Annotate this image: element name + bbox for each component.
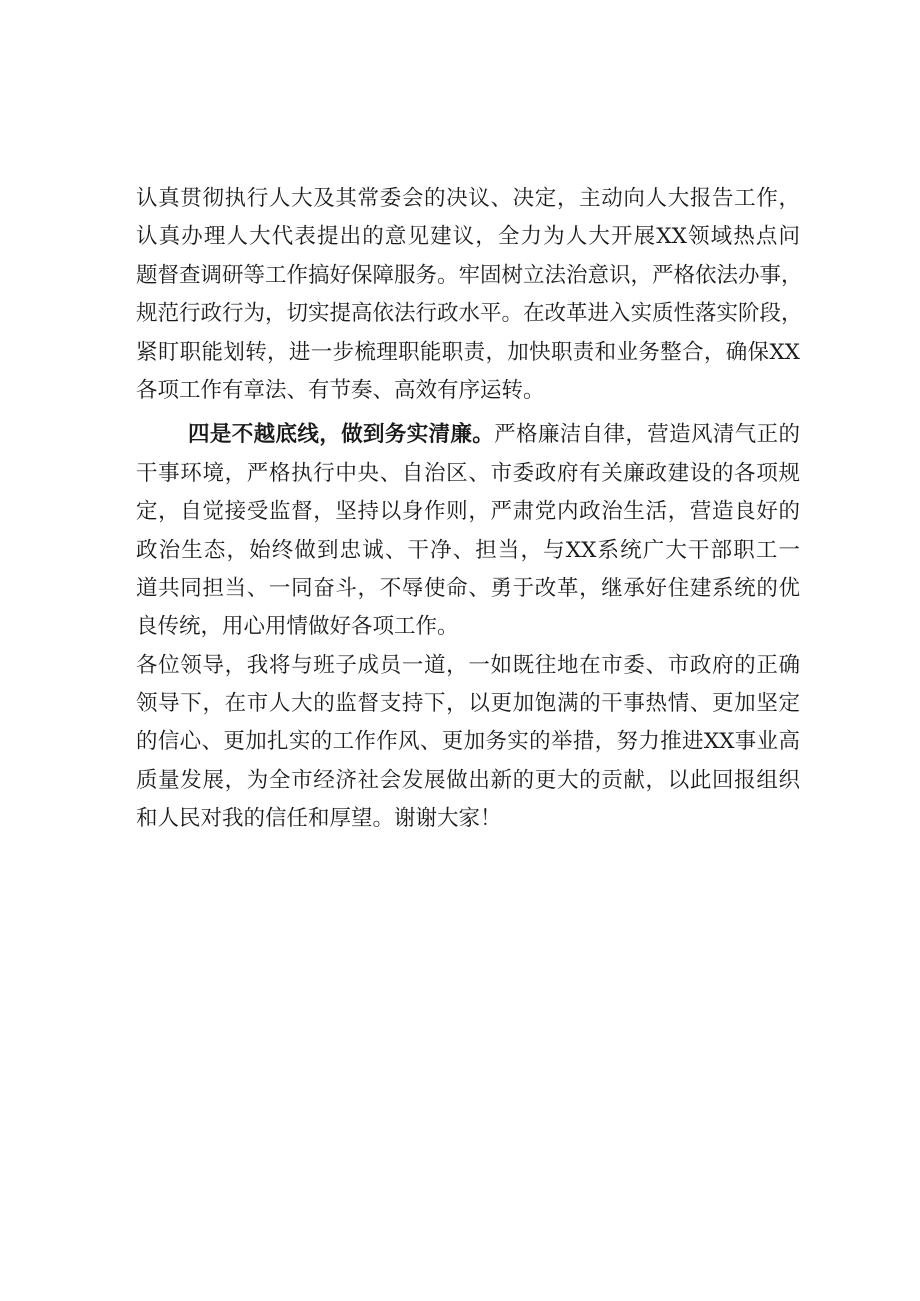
text-line: 定，自觉接受监督，坚持以身作则，严肃党内政治生活，营造良好的 (136, 499, 800, 525)
text-line: 领导下，在市人大的监督支持下，以更加饱满的干事热情、更加坚定 (136, 691, 800, 717)
text-line: 道共同担当、一同奋斗，不辱使命、勇于改革，继承好住建系统的优 (136, 575, 800, 601)
text-line: 认真办理人大代表提出的意见建议，全力为人大开展XX领域热点问 (136, 224, 800, 250)
paragraph-law-compliance (136, 180, 803, 410)
text-line: 和人民对我的信任和厚望。谢谢大家！ (136, 806, 502, 832)
text-line: 各位领导，我将与班子成员一道，一如既往地在市委、市政府的正确 (136, 652, 800, 678)
text-line: 干事环境，严格执行中央、自治区、市委政府有关廉政建设的各项规 (136, 460, 800, 486)
text-span: 严格廉洁自律，营造风清气正的 (494, 422, 800, 448)
text-line: 政治生态，始终做到忠诚、干净、担当，与XX系统广大干部职工一 (136, 537, 800, 563)
paragraph-integrity (136, 416, 800, 646)
document-body (136, 180, 803, 839)
text-line: 题督查调研等工作搞好保障服务。牢固树立法治意识，严格依法办事， (136, 262, 803, 288)
paragraph-heading: 四是不越底线，做到务实清廉。 (188, 422, 495, 448)
text-line: 规范行政行为，切实提高依法行政水平。在改革进入实质性落实阶段， (136, 301, 803, 327)
paragraph-closing (136, 647, 800, 839)
text-line: 紧盯职能划转，进一步梳理职能职责，加快职责和业务整合，确保XX (136, 339, 800, 365)
text-line: 各项工作有章法、有节奏、高效有序运转。 (136, 377, 545, 403)
text-line: 认真贯彻执行人大及其常委会的决议、决定，主动向人大报告工作， (136, 186, 800, 211)
text-line: 的信心、更加扎实的工作作风、更加务实的举措，努力推进XX事业高 (136, 729, 800, 755)
text-line: 良传统，用心用情做好各项工作。 (136, 614, 459, 640)
text-line: 质量发展，为全市经济社会发展做出新的更大的贡献，以此回报组织 (136, 767, 800, 793)
text-line (136, 416, 800, 454)
